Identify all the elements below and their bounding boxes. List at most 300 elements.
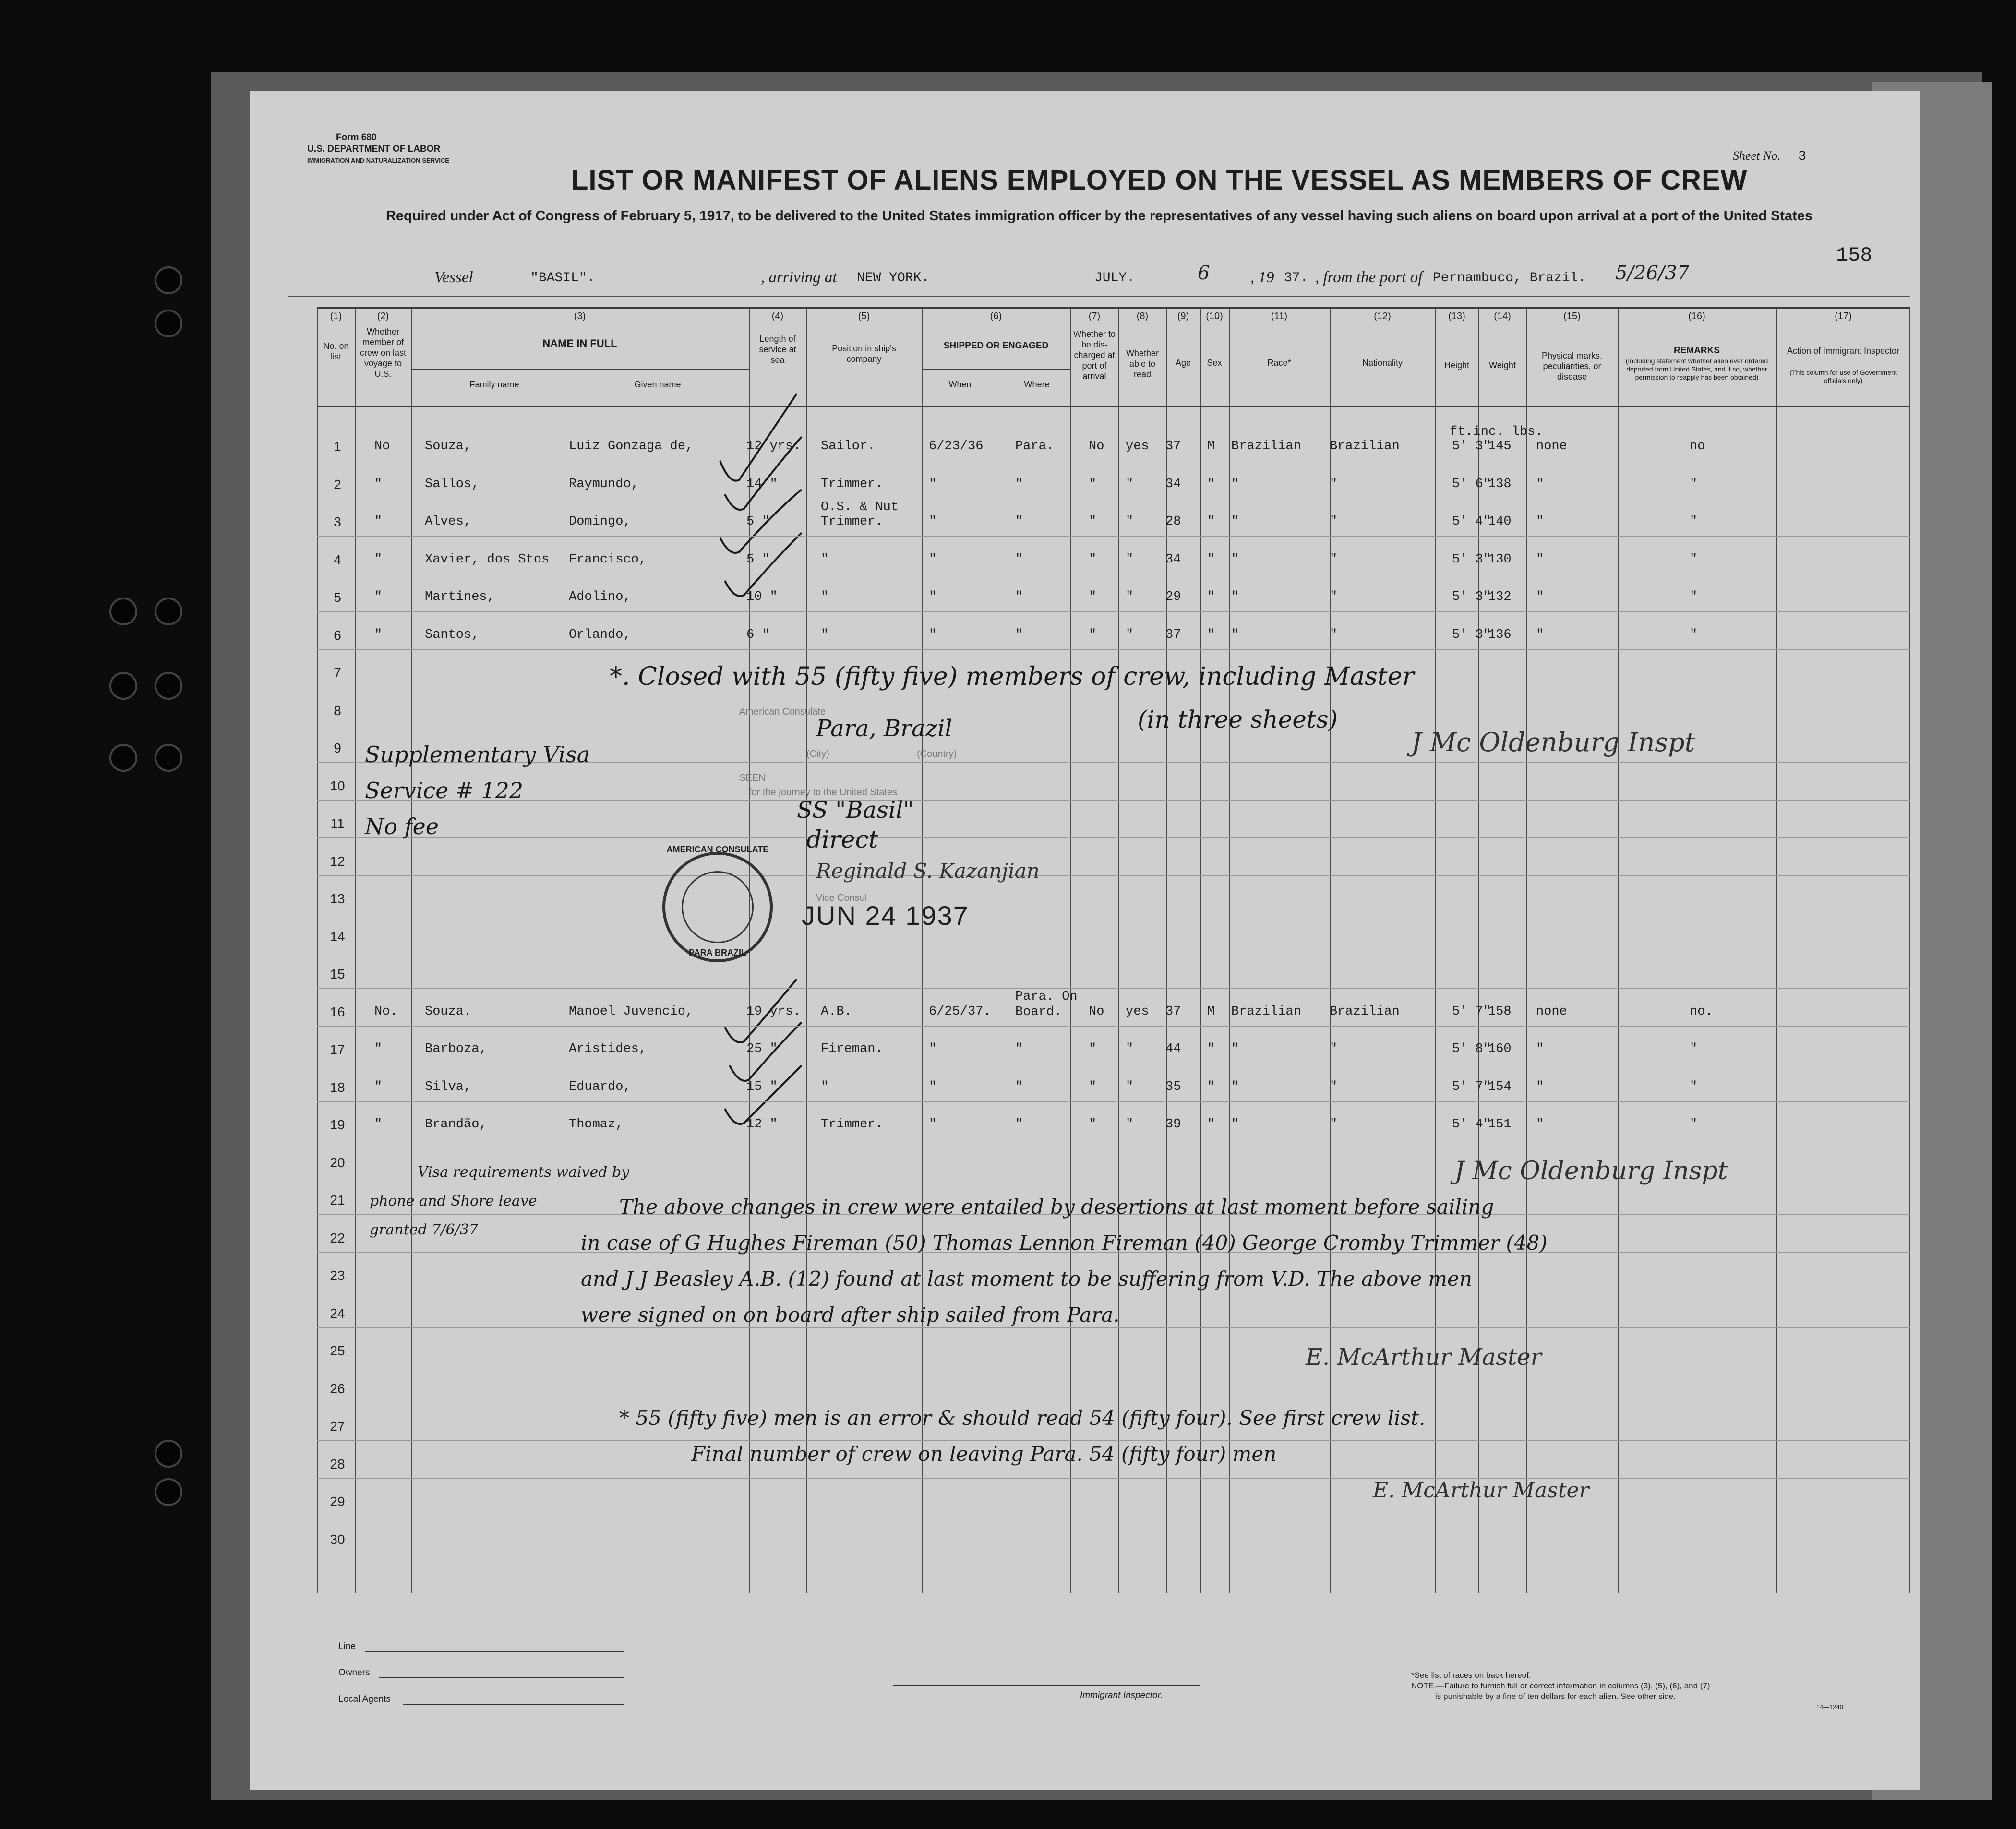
- row-number: 22: [330, 1230, 345, 1245]
- cell-read: ": [1126, 552, 1134, 567]
- cell-rem: ": [1690, 1117, 1698, 1132]
- row-number: 9: [334, 741, 341, 755]
- footer-note-penalty: NOTE.—Failure to furnish full or correct information in columns (3), (5), (6), and (7): [1411, 1681, 1710, 1690]
- supplementary-visa-line-3: No fee: [365, 813, 439, 839]
- header-physical: Physical marks, peculiarities, or disease: [1541, 351, 1603, 382]
- cell-ht: 5' 3": [1452, 552, 1491, 567]
- punch-hole: [155, 310, 182, 337]
- visa-direct: direct: [806, 825, 878, 853]
- header-family-name: Family name: [469, 380, 519, 389]
- cell-family: Barboza,: [425, 1042, 487, 1056]
- header-given-name: Given name: [634, 380, 681, 389]
- cell-when: 6/23/36: [929, 439, 984, 454]
- cell-where: ": [1015, 1042, 1023, 1056]
- vessel-name: "BASIL".: [530, 271, 595, 286]
- cell-race: ": [1231, 514, 1239, 529]
- cell-service: 5 ": [746, 552, 770, 567]
- cell-last: ": [374, 590, 383, 604]
- printed-consulate-label: American Consulate: [739, 706, 826, 717]
- cell-race: ": [1231, 1117, 1239, 1132]
- cell-age: 37: [1165, 1004, 1181, 1019]
- cell-race: ": [1231, 627, 1239, 642]
- row-number: 1: [334, 439, 341, 454]
- cell-given: Luiz Gonzaga de,: [569, 439, 694, 454]
- punch-hole: [155, 1478, 182, 1506]
- cell-wt: 136: [1488, 627, 1512, 642]
- header-position: Position in ship's company: [832, 344, 896, 364]
- cell-family: Souza.: [425, 1004, 472, 1019]
- row-rule: [317, 800, 1910, 801]
- row-number: 11: [330, 816, 345, 831]
- vice-consul-signature: Reginald S. Kazanjian: [816, 859, 1040, 883]
- cell-when: ": [929, 1042, 937, 1056]
- row-rule: [317, 837, 1910, 838]
- cell-wt: 140: [1488, 514, 1512, 529]
- cell-phys: ": [1536, 552, 1544, 567]
- punch-hole: [155, 598, 182, 625]
- name-subheader-rule: [411, 369, 749, 370]
- cell-read: yes: [1126, 1004, 1149, 1019]
- column-number: (16): [1688, 311, 1705, 322]
- cell-age: 37: [1165, 439, 1181, 454]
- cell-where: ": [1015, 477, 1023, 491]
- cell-read: ": [1126, 1117, 1134, 1132]
- cell-nat: ": [1330, 514, 1338, 529]
- punch-hole: [155, 1440, 182, 1468]
- supplementary-visa-line-1: Supplementary Visa: [365, 741, 590, 767]
- footer-code: 14—1240: [1816, 1703, 1843, 1710]
- footer-note-penalty-2: is punishable by a fine of ten dollars for each alien. See other side.: [1435, 1692, 1676, 1701]
- cell-phys: ": [1536, 514, 1544, 529]
- form-id: [307, 132, 449, 167]
- row-number: 13: [330, 891, 345, 906]
- form-number: Form 680: [336, 132, 377, 143]
- year-prefix: , 19: [1250, 269, 1274, 286]
- cell-given: Francisco,: [569, 552, 647, 567]
- cell-sex: ": [1207, 590, 1215, 604]
- footer-owners-rule: [379, 1677, 624, 1678]
- seal-text-top: AMERICAN CONSULATE: [666, 845, 769, 854]
- header-discharged: Whether to be dis-charged at port of arrival: [1073, 329, 1116, 381]
- cell-age: 37: [1165, 627, 1181, 642]
- cell-nat: Brazilian: [1330, 439, 1400, 454]
- cell-age: 29: [1165, 590, 1181, 604]
- row-rule: [317, 988, 1910, 989]
- date-stamp: JUN 24 1937: [802, 900, 969, 931]
- row-number: 10: [330, 778, 345, 793]
- arriving-label: , arriving at: [761, 269, 837, 286]
- row-rule: [317, 1327, 1910, 1328]
- seal-text-bottom: PARA BRAZIL: [689, 948, 746, 957]
- cell-phys: ": [1536, 590, 1544, 604]
- cell-read: ": [1126, 1079, 1134, 1094]
- cell-last: ": [374, 552, 383, 567]
- visa-vessel: SS "Basil": [797, 797, 914, 824]
- row-rule: [317, 875, 1910, 876]
- cell-when: ": [929, 590, 937, 604]
- handwritten-date: 5/26/37: [1615, 262, 1690, 284]
- cell-family: Santos,: [425, 627, 480, 642]
- cell-wt: 154: [1488, 1079, 1512, 1094]
- row-rule: [317, 536, 1910, 537]
- punch-hole: [109, 598, 137, 625]
- cell-given: Thomaz,: [569, 1117, 624, 1132]
- cell-ht: 5' 3": [1452, 627, 1491, 642]
- column-number: (10): [1206, 311, 1223, 322]
- column-number: (3): [574, 311, 586, 322]
- column-number: (15): [1563, 311, 1581, 322]
- cell-rem: ": [1690, 1042, 1698, 1056]
- cell-position: Trimmer.: [821, 477, 883, 491]
- cell-rem: ": [1690, 1079, 1698, 1094]
- document-subtitle: Required under Act of Congress of February 5, 1917, to be delivered to the United States immigration officer by the representatives of any vessel having such aliens on board upon arrival at a port of the United States: [385, 208, 1813, 224]
- cell-nat: Brazilian: [1330, 1004, 1400, 1019]
- cell-age: 28: [1165, 514, 1181, 529]
- vessel-info: [434, 262, 1826, 293]
- cell-sex: ": [1207, 627, 1215, 642]
- cell-where: ": [1015, 627, 1023, 642]
- header-length-service: Length of service at sea: [759, 334, 796, 365]
- footer-inspector-label: Immigrant Inspector.: [1080, 1690, 1163, 1700]
- cell-rem: no: [1690, 439, 1705, 454]
- header-name-in-full: NAME IN FULL: [542, 337, 617, 349]
- visa-waived-line-1: Visa requirements waived by: [418, 1164, 630, 1181]
- row-number: 17: [330, 1042, 345, 1057]
- units-label: ft.inc. lbs.: [1450, 425, 1543, 439]
- cell-position: O.S. & Nut Trimmer.: [821, 500, 899, 529]
- printed-city-label: (City): [806, 749, 829, 759]
- header-remarks: REMARKS: [1673, 346, 1720, 356]
- cell-disch: No: [1089, 1004, 1104, 1019]
- crew-changes-line-2: in case of G Hughes Fireman (50) Thomas Lennon Fireman (40) George Cromby Trimmer (48): [581, 1231, 1548, 1255]
- sheet-value: 3: [1798, 149, 1806, 164]
- printed-vice-consul-label: Vice Consul: [816, 893, 867, 903]
- cell-disch: ": [1089, 1117, 1097, 1132]
- cell-last: ": [374, 1042, 383, 1056]
- cell-family: Martines,: [425, 590, 495, 604]
- cell-last: ": [374, 477, 383, 491]
- visa-city: Para, Brazil: [816, 715, 952, 742]
- column-number: (17): [1835, 311, 1852, 322]
- header-shipped-engaged: SHIPPED OR ENGAGED: [943, 341, 1049, 351]
- cell-rem: ": [1690, 590, 1698, 604]
- row-number: 28: [330, 1456, 345, 1471]
- cell-family: Souza,: [425, 439, 472, 454]
- row-number: 15: [330, 967, 345, 981]
- seal-eagle: [682, 871, 754, 943]
- cell-family: Xavier, dos Stos: [425, 552, 550, 567]
- cell-nat: ": [1330, 1079, 1338, 1094]
- row-number: 8: [334, 703, 341, 718]
- cell-read: ": [1126, 590, 1134, 604]
- visa-waived-line-2: phone and Shore leave: [370, 1193, 537, 1209]
- cell-service: 19 yrs.: [746, 1004, 801, 1019]
- error-note-line-2: Final number of crew on leaving Para. 54 (fifty four) men: [691, 1442, 1277, 1466]
- cell-ht: 5' 4": [1452, 1117, 1491, 1132]
- visa-waived-line-3: granted 7/6/37: [370, 1221, 478, 1238]
- cell-last: No: [374, 439, 390, 454]
- cell-wt: 132: [1488, 590, 1512, 604]
- cell-race: ": [1231, 1042, 1239, 1056]
- cell-rem: no.: [1690, 1004, 1713, 1019]
- cell-age: 44: [1165, 1042, 1181, 1056]
- sheet-number: [1733, 149, 1806, 164]
- cell-sex: ": [1207, 1042, 1215, 1056]
- cell-when: ": [929, 1117, 937, 1132]
- service: IMMIGRATION AND NATURALIZATION SERVICE: [307, 157, 450, 164]
- cell-phys: none: [1536, 439, 1567, 454]
- cell-nat: ": [1330, 552, 1338, 567]
- row-number: 16: [330, 1004, 345, 1019]
- cell-given: Orlando,: [569, 627, 631, 642]
- department: U.S. DEPARTMENT OF LABOR: [307, 144, 441, 154]
- arrival-day: 6: [1198, 262, 1210, 284]
- cell-age: 34: [1165, 477, 1181, 491]
- cell-wt: 138: [1488, 477, 1512, 491]
- cell-disch: ": [1089, 627, 1097, 642]
- cell-wt: 145: [1488, 439, 1512, 454]
- cell-given: Manoel Juvencio,: [569, 1004, 694, 1019]
- cell-where: ": [1015, 590, 1023, 604]
- header-height: Height: [1444, 360, 1470, 370]
- header-where: Where: [1024, 380, 1050, 389]
- cell-given: Eduardo,: [569, 1079, 631, 1094]
- cell-family: Brandão,: [425, 1117, 487, 1132]
- header-remarks-note: (Including statement whether alien ever ordered deported from United States, and if so, whether permission to reapply has been obtained): [1625, 357, 1768, 381]
- row-number: 25: [330, 1343, 345, 1358]
- cell-race: ": [1231, 477, 1239, 491]
- row-number: 27: [330, 1419, 345, 1434]
- cell-sex: ": [1207, 552, 1215, 567]
- row-number: 20: [330, 1155, 345, 1170]
- cell-family: Alves,: [425, 514, 472, 529]
- cell-where: Para. On Board.: [1015, 989, 1078, 1019]
- cell-sex: ": [1207, 1117, 1215, 1132]
- cell-position: Fireman.: [821, 1042, 883, 1056]
- cell-phys: ": [1536, 1079, 1544, 1094]
- cell-race: Brazilian: [1231, 439, 1301, 454]
- cell-age: 39: [1165, 1117, 1181, 1132]
- cell-family: Sallos,: [425, 477, 480, 491]
- cell-phys: ": [1536, 477, 1544, 491]
- document-title: LIST OR MANIFEST OF ALIENS EMPLOYED ON THE VESSEL AS MEMBERS OF CREW: [571, 165, 1748, 196]
- cell-given: Domingo,: [569, 514, 631, 529]
- row-number: 21: [330, 1193, 345, 1207]
- arriving-port: NEW YORK.: [857, 271, 930, 286]
- cell-last: ": [374, 514, 383, 529]
- cell-read: ": [1126, 627, 1134, 642]
- master-signature-lower: E. McArthur Master: [1373, 1478, 1589, 1503]
- cell-where: Para.: [1015, 439, 1055, 454]
- punch-hole: [109, 672, 137, 700]
- cell-race: ": [1231, 590, 1239, 604]
- cell-nat: ": [1330, 1042, 1338, 1056]
- header-top-rule: [317, 307, 1910, 309]
- cell-sex: ": [1207, 514, 1215, 529]
- shipped-subheader-rule: [922, 369, 1070, 370]
- column-number: (14): [1494, 311, 1511, 322]
- cell-where: ": [1015, 1079, 1023, 1094]
- cell-ht: 5' 7": [1452, 1079, 1491, 1094]
- cell-when: ": [929, 477, 937, 491]
- inspector-signature-lower: J Mc Oldenburg Inspt: [1454, 1157, 1728, 1185]
- cell-last: No.: [374, 1004, 398, 1019]
- header-race: Race*: [1267, 358, 1291, 368]
- cell-sex: M: [1207, 1004, 1215, 1019]
- cell-when: ": [929, 1079, 937, 1094]
- cell-service: 6 ": [746, 627, 770, 642]
- cell-wt: 160: [1488, 1042, 1512, 1056]
- printed-seen-label: SEEN: [739, 773, 766, 783]
- row-number: 18: [330, 1079, 345, 1095]
- column-number: (11): [1271, 311, 1288, 322]
- header-when: When: [948, 380, 972, 389]
- cell-position: ": [821, 1079, 829, 1094]
- supplementary-visa-line-2: Service # 122: [365, 777, 523, 803]
- row-number: 30: [330, 1531, 345, 1547]
- cell-read: yes: [1126, 439, 1149, 454]
- cell-disch: ": [1089, 552, 1097, 567]
- row-number: 12: [330, 853, 345, 869]
- cell-service: 14 ": [746, 477, 778, 491]
- footer-line-label: Line: [338, 1641, 356, 1651]
- master-signature-upper: E. McArthur Master: [1306, 1344, 1542, 1371]
- cell-age: 35: [1165, 1079, 1181, 1094]
- cell-ht: 5' 4": [1452, 514, 1491, 529]
- cell-read: ": [1126, 1042, 1134, 1056]
- row-number: 24: [330, 1305, 345, 1321]
- footer-note-races: *See list of races on back hereof.: [1411, 1671, 1531, 1680]
- cell-phys: ": [1536, 1117, 1544, 1132]
- cell-ht: 5' 3": [1452, 439, 1491, 454]
- cell-nat: ": [1330, 627, 1338, 642]
- cell-disch: ": [1089, 514, 1097, 529]
- printed-country-label: (Country): [917, 749, 957, 759]
- row-number: 14: [330, 929, 345, 944]
- crew-changes-line-4: were signed on on board after ship sailed from Para.: [581, 1303, 1120, 1327]
- cell-nat: ": [1330, 590, 1338, 604]
- header-no-on-list: No. on list: [323, 341, 349, 361]
- row-rule: [317, 1101, 1910, 1102]
- cell-service: 12 yrs.: [746, 439, 801, 454]
- cell-rem: ": [1690, 627, 1698, 642]
- header-age: Age: [1175, 358, 1191, 368]
- header-weight: Weight: [1489, 360, 1516, 370]
- cell-when: 6/25/37.: [929, 1004, 991, 1019]
- cell-service: 5 ": [746, 514, 770, 529]
- row-rule: [317, 1440, 1910, 1441]
- row-number: 5: [334, 590, 341, 605]
- vessel-label: Vessel: [434, 269, 473, 286]
- header-bottom-rule: [317, 406, 1910, 407]
- footer-agents-rule: [403, 1704, 624, 1705]
- row-number: 2: [334, 477, 341, 492]
- arrival-month: JULY.: [1094, 271, 1135, 286]
- header-sex: Sex: [1207, 358, 1222, 368]
- column-number: (12): [1374, 311, 1391, 322]
- cell-when: ": [929, 552, 937, 567]
- column-number: (4): [771, 311, 784, 322]
- sheet-label: Sheet No.: [1733, 149, 1781, 163]
- punch-hole: [109, 744, 137, 772]
- cell-nat: ": [1330, 477, 1338, 491]
- cell-service: 10 ": [746, 590, 778, 604]
- cell-ht: 5' 8": [1452, 1042, 1491, 1056]
- inspector-signature-upper: J Mc Oldenburg Inspt: [1411, 727, 1695, 757]
- cell-service: 15 ": [746, 1079, 778, 1094]
- footer-line-rule: [365, 1651, 624, 1652]
- header-nationality: Nationality: [1362, 358, 1403, 368]
- column-number: (1): [330, 311, 342, 322]
- row-number: 19: [330, 1117, 345, 1132]
- row-rule: [317, 649, 1910, 650]
- cell-when: ": [929, 627, 937, 642]
- cell-read: ": [1126, 477, 1134, 491]
- cell-phys: none: [1536, 1004, 1567, 1019]
- row-rule: [317, 1478, 1910, 1479]
- row-number: 26: [330, 1381, 345, 1396]
- row-number: 23: [330, 1268, 345, 1283]
- cell-phys: ": [1536, 627, 1544, 642]
- header-action: Action of Immigrant Inspector: [1787, 346, 1900, 356]
- cell-disch: ": [1089, 1079, 1097, 1094]
- cell-when: ": [929, 514, 937, 529]
- crew-changes-line-3: and J J Beasley A.B. (12) found at last moment to be suffering from V.D. The above men: [581, 1267, 1473, 1291]
- row-rule: [317, 611, 1910, 612]
- cell-service: 25 ": [746, 1042, 778, 1056]
- cell-read: ": [1126, 514, 1134, 529]
- cell-wt: 151: [1488, 1117, 1512, 1132]
- cell-given: Raymundo,: [569, 477, 639, 491]
- cell-position: ": [821, 627, 829, 642]
- cell-disch: ": [1089, 1042, 1097, 1056]
- cell-wt: 130: [1488, 552, 1512, 567]
- cell-wt: 158: [1488, 1004, 1512, 1019]
- cell-rem: ": [1690, 552, 1698, 567]
- punch-hole: [155, 744, 182, 772]
- cell-position: ": [821, 552, 829, 567]
- cell-family: Silva,: [425, 1079, 472, 1094]
- cell-service: 12 ": [746, 1117, 778, 1132]
- cell-where: ": [1015, 1117, 1023, 1132]
- cell-position: Trimmer.: [821, 1117, 883, 1132]
- printed-journey-label: for the journey to the United States: [749, 787, 898, 798]
- vessel-rule: [288, 296, 1910, 297]
- cell-disch: ": [1089, 477, 1097, 491]
- punch-hole: [155, 672, 182, 700]
- cell-sex: ": [1207, 1079, 1215, 1094]
- cell-race: Brazilian: [1231, 1004, 1301, 1019]
- cell-age: 34: [1165, 552, 1181, 567]
- cell-sex: M: [1207, 439, 1215, 454]
- cell-rem: ": [1690, 477, 1698, 491]
- cell-position: A.B.: [821, 1004, 852, 1019]
- cell-ht: 5' 3": [1452, 590, 1491, 604]
- cell-given: Aristides,: [569, 1042, 647, 1056]
- footer-note: [1411, 1670, 1843, 1712]
- cell-ht: 5' 6": [1452, 477, 1491, 491]
- cell-race: ": [1231, 1079, 1239, 1094]
- closed-note-line-1: *. Closed with 55 (fifty five) members of crew, including Master: [610, 662, 1415, 691]
- column-number: (9): [1177, 311, 1189, 322]
- column-number: (7): [1088, 311, 1101, 322]
- punch-hole: [155, 266, 182, 294]
- header-action-note: (This column for use of Government officials only): [1789, 369, 1897, 384]
- header-member-last-voyage: Whether member of crew on last voyage to U.S.: [360, 327, 407, 379]
- cell-last: ": [374, 627, 383, 642]
- cell-disch: ": [1089, 590, 1097, 604]
- cell-rem: ": [1690, 514, 1698, 529]
